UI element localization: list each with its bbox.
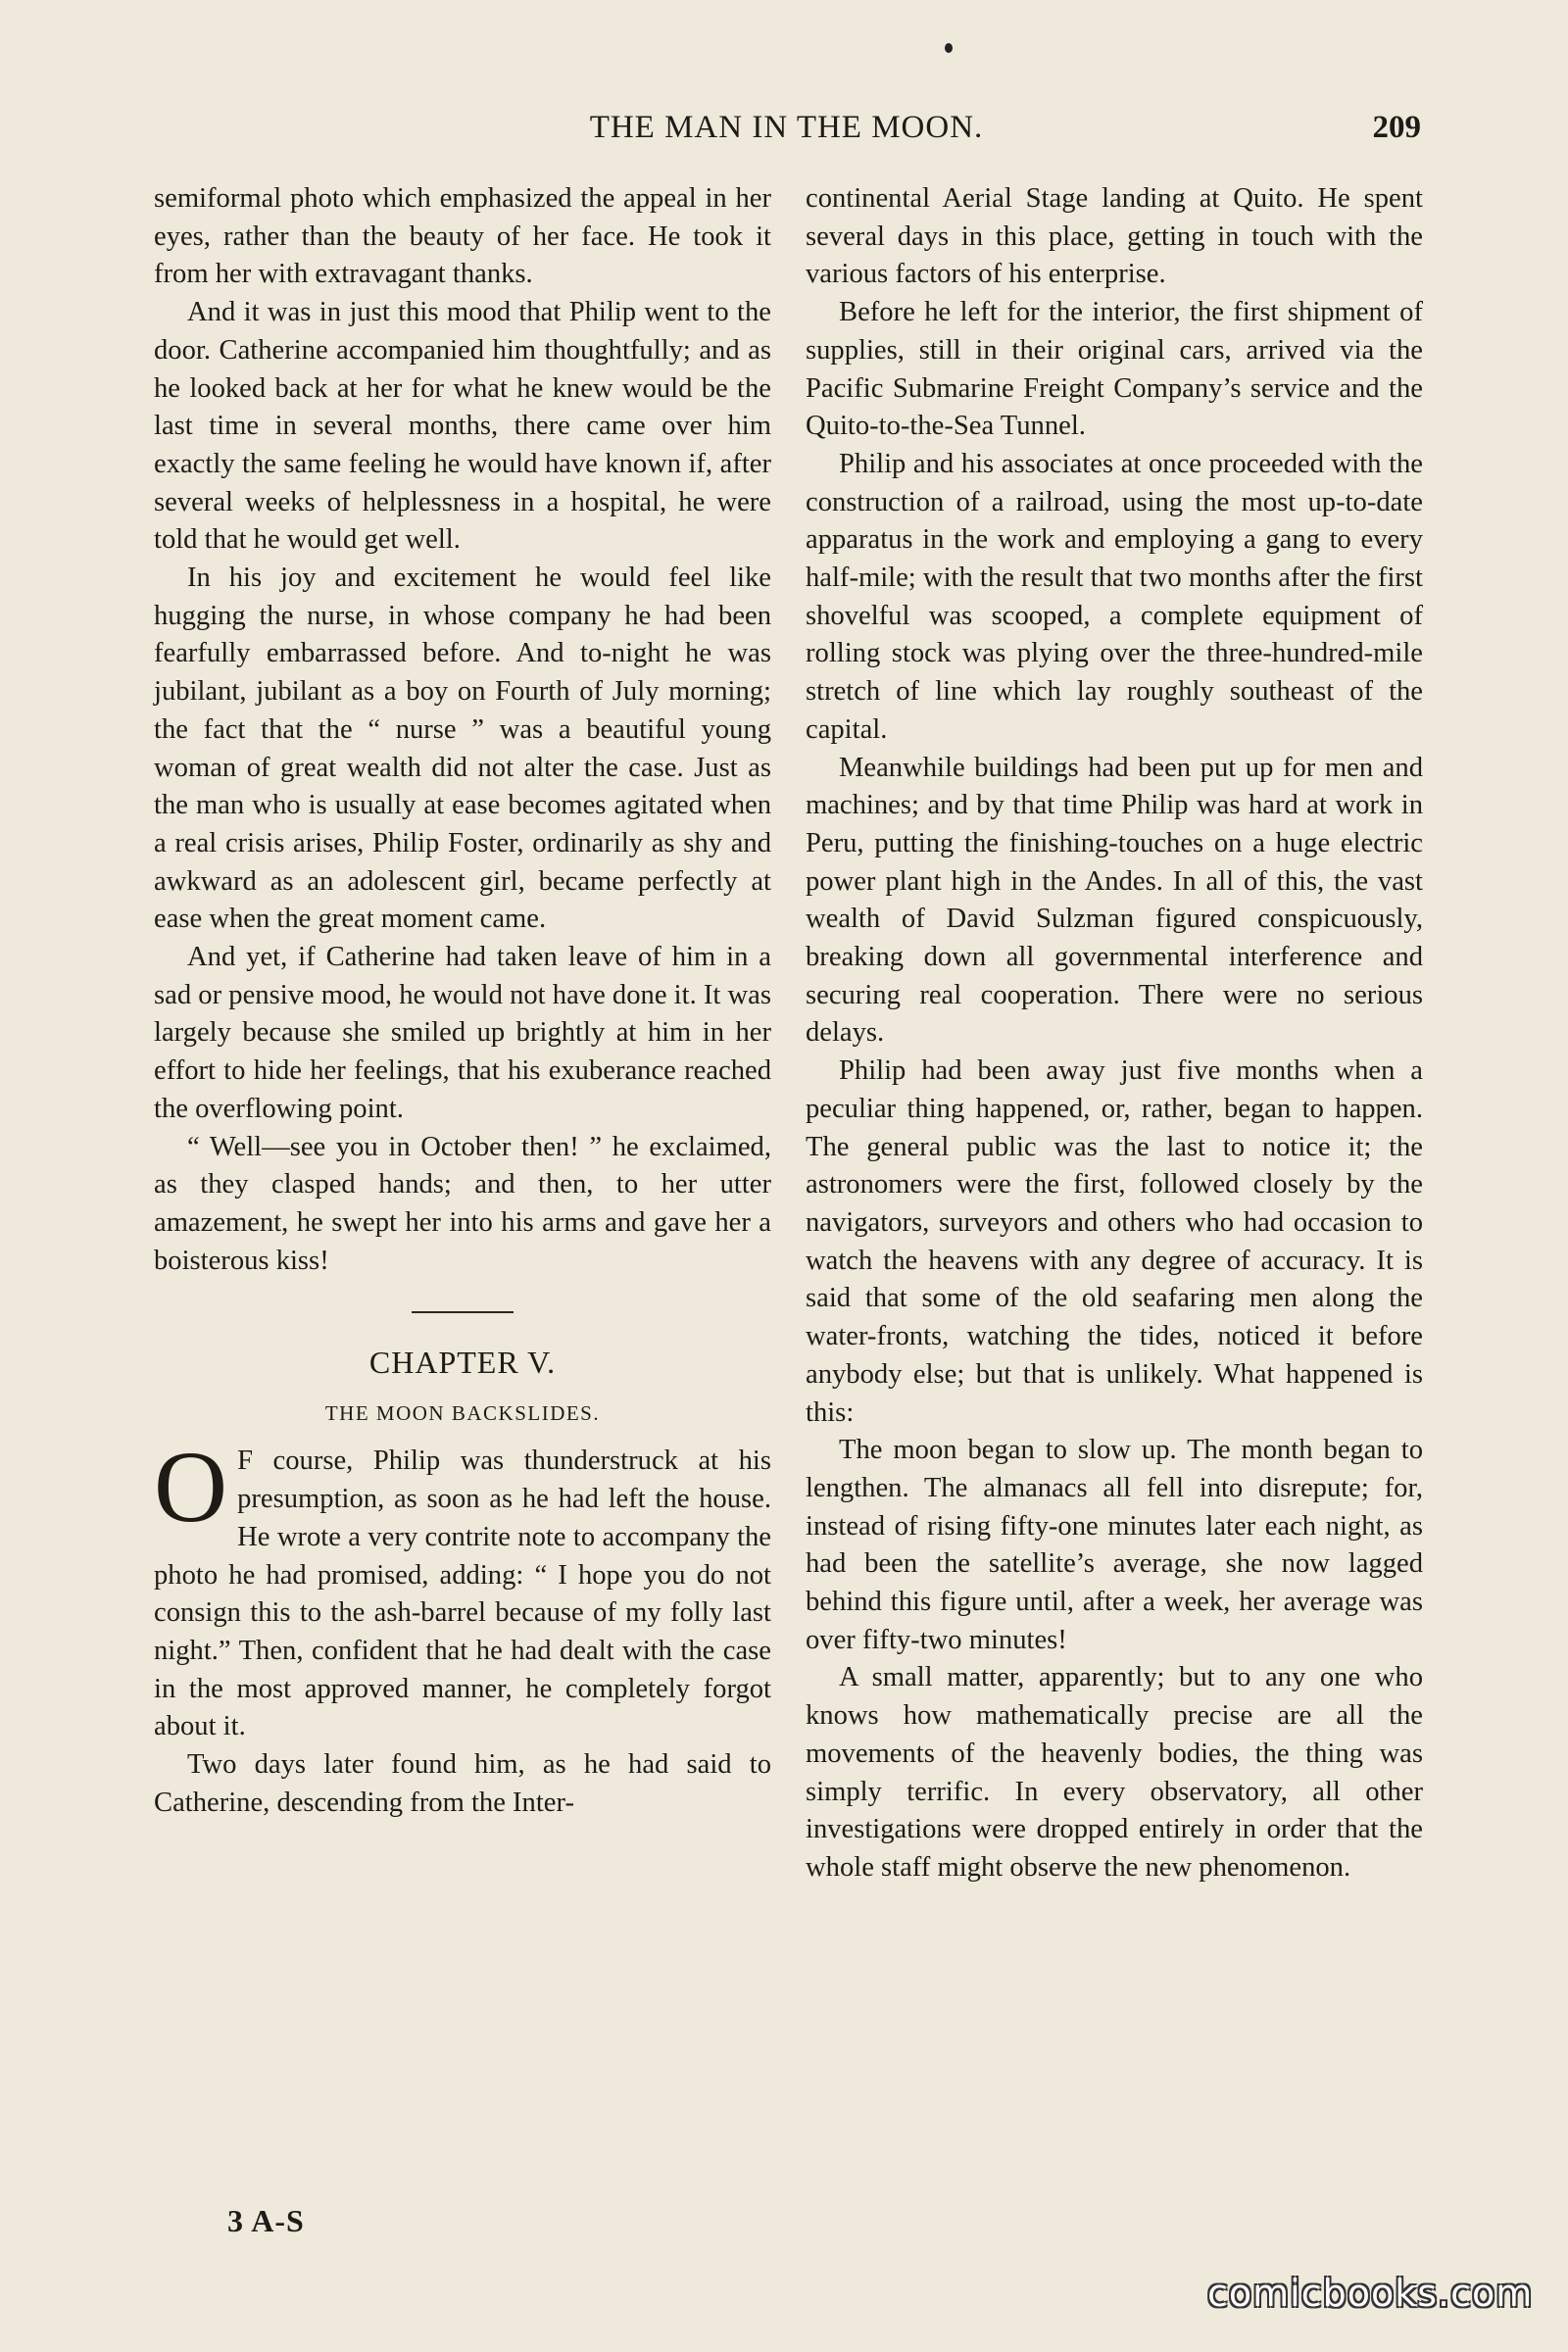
left-column <box>154 180 771 1822</box>
paragraph: And yet, if Catherine had taken leave of him in a sad or pensive mood, he would not have done it. It was largely because she smiled up brightly at him in her effort to hide her feelings, that his exuberance reached the overflowing point. <box>154 942 771 1124</box>
paragraph: The moon began to slow up. The month began to lengthen. The almanacs all fell into disrepute; for, instead of rising fifty-one minutes later each night, as had been the satellite’s average, she now lagged behind this figure until, after a week, her average was over fifty-two minutes! <box>806 1435 1423 1655</box>
paragraph: Philip and his associates at once proceeded with the construction of a railroad, using the most up-to-date apparatus in the work and employing a gang to every half-mile; with the result that two months after the first shovelful was scooped, a complete equipment of rolling stock was plying over the three-hundred-mile stretch of line which lay roughly southeast of the capital. <box>806 448 1423 745</box>
running-header <box>152 110 1421 153</box>
paragraph: And it was in just this mood that Philip went to the door. Catherine accompanied him thoughtfully; and as he looked back at her for what he knew would be the last time in several months, there came over him exactly the same feeling he would have known if, after several weeks of helplessness in a hospital, he were told that he would get well. <box>154 297 771 556</box>
paragraph: semiformal photo which emphasized the appeal in her eyes, rather than the beauty of her face. He took it from her with extravagant thanks. <box>154 183 771 290</box>
paragraph: Meanwhile buildings had been put up for men and machines; and by that time Philip was hard at work in Peru, putting the finishing-touches on a huge electric power plant high in the Andes. In all of this, the vast wealth of David Sulzman figured conspicuously, breaking down all governmental interference and securing real cooperation. There were no serious delays. <box>806 752 1423 1049</box>
running-title: THE MAN IN THE MOON. <box>589 110 984 145</box>
paragraph: “ Well—see you in October then! ” he exclaimed, as they clasped hands; and then, to her utter amazement, he swept her into his arms and gave her a boisterous kiss! <box>154 1131 771 1276</box>
paragraph: A small matter, apparently; but to any one who knows how mathematically precise are all the movements of the heavenly bodies, the thing was simply terrific. In every observatory, all other investigations were dropped entirely in order that the whole staff might observe the new phenomenon. <box>806 1662 1423 1883</box>
paragraph: In his joy and excitement he would feel like hugging the nurse, in whose company he had been fearfully embarrassed before. And to-night he was jubilant, jubilant as a boy on Fourth of July morning; the fact that the “ nurse ” was a beautiful young woman of great wealth did not alter the case. Just as the man who is usually at ease becomes agitated when a real crisis arises, Philip Foster, ordinarily as shy and awkward as an adolescent girl, became perfectly at ease when the great moment came. <box>154 563 771 935</box>
section-divider <box>412 1311 514 1313</box>
chapter-heading: CHAPTER V. <box>368 1345 557 1381</box>
chapter-subtitle: THE MOON BACKSLIDES. <box>324 1401 601 1426</box>
drop-cap: O <box>154 1431 228 1544</box>
paragraph: Philip had been away just five months when a peculiar thing happened, or, rather, began to happen. The general public was the last to notice it; the astronomers were the first, followed closely by the navigators, surveyors and others who had occasion to watch the heavens with any degree of accuracy. It is said that some of the old seafaring men along the water-fronts, watching the tides, noticed it before anybody else; but that is unlikely. What happened is this: <box>806 1055 1423 1428</box>
watermark-logo: comicbooks.com <box>1207 2272 1534 2315</box>
paragraph-text: F course, Philip was thunderstruck at his presumption, as soon as he had left the house. He wrote a very contrite note to accompany the photo he had promised, adding: “ I hope you do not consign this to the ash-barrel because of my folly last night.” Then, confident that he had dealt with the case in the most approved manner, he completely forgot about it. <box>154 1446 771 1742</box>
chapter-opening-paragraph <box>154 1431 771 1746</box>
ink-smudge <box>945 43 953 53</box>
signature-mark: 3 A-S <box>227 2203 305 2238</box>
page-number: 209 <box>1372 110 1421 145</box>
paragraph: Two days later found him, as he had said to Catherine, descending from the Inter- <box>154 1749 771 1818</box>
right-column <box>806 180 1423 1887</box>
paragraph: Before he left for the interior, the first shipment of supplies, still in their original cars, arrived via the Pacific Submarine Freight Company’s service and the Quito-to-the-Sea Tunnel. <box>806 297 1423 442</box>
paragraph: continental Aerial Stage landing at Quito. He spent several days in this place, getting in touch with the various factors of his enterprise. <box>806 183 1423 290</box>
